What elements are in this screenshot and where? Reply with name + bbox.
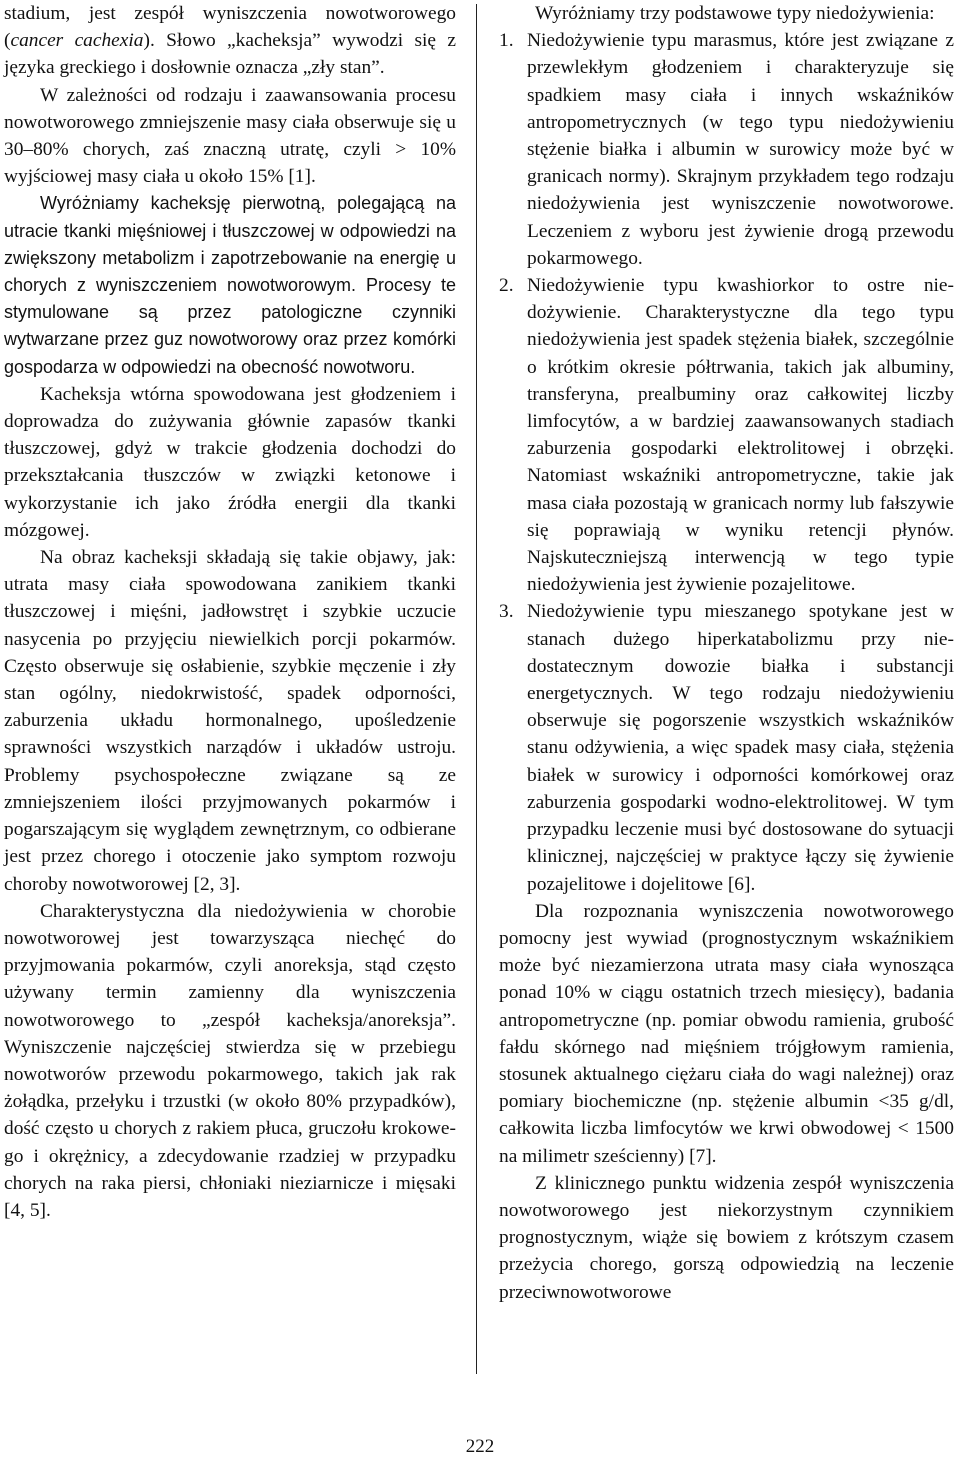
- paragraph-text: ). Słowo „kacheksja” wywodzi się z języka greckiego i dosłownie oznacza „zły stan”.: [4, 30, 456, 79]
- paragraph-anorexia: Charakterystyczna dla niedożywienia w chorobie nowotworowej jest towarzysząca niechęć do przyjmowania pokarmów, czyli anoreksja, stąd często używany termin zamienny dla wyniszczenia nowotworowego to „zespół kacheksja/anoreksja”. Wyniszczenie najczęściej stwierdza się w przebiegu nowotworów przewodu pokarmowego, takich jak rak żołądka, przełyku i trzustki (w około 80% przypadków), dość często u chorych z rakiem płuca, gruczołu krokowego i okrężnicy, a zdecydowanie rzadziej w przypadku chorych na raka piersi, chłoniaki nieziarnicze i mięsaki [4, 5].: [4, 900, 456, 1221]
- paragraph-weight-loss: W zależności od rodzaju i zaawansowania procesu nowotworowego zmniejszenie masy ciała obserwuje się u 30–80% chorych, zaś znaczną utratę, czyli > 10% wyjściowej masy ciała u około 15% [1].: [4, 84, 456, 188]
- left-column: [4, 0, 456, 1224]
- list-number: 2.: [499, 275, 514, 297]
- paragraph-text: stadium, jest zespół wyniszczenia nowotworowego (: [4, 3, 456, 52]
- paragraph-primary-cachexia: Wyróżniamy kacheksję pierwotną, polegającą na utracie tkanki mięśniowej i tłuszczowej w odpowiedzi na zwiększony metabolizm i zapotrzebowanie na energię u chorych z wyniszczeniem nowotworowym. Procesy te stymulowane są przez patologiczne czynniki wytwarzane przez guz nowotworowy oraz przez komórki gospodarza w odpowiedzi na obecność nowotworu.: [4, 193, 456, 377]
- list-item-text: Niedożywienie typu mieszanego spotykane jest w stanach dużego hiperkatabolizmu przy niedostatecznym dowozie białka i substancji energetycznych. W tego rodzaju niedożywieniu obserwuje się pogorszenie wszystkich wskaźników stanu odżywienia, a więc spadek masy ciała, stężenia białek w surowicy i odporności komórkowej oraz zaburzenia gospodarki wodno-elektrolitowej. W tym przypadku leczenie musi być dostosowane do sytuacji klinicznej, najczęściej w praktyce łączy się żywienie pozajelitowe i dojelitowe [6].: [527, 601, 954, 895]
- italic-term: cancer cachexia: [10, 30, 144, 52]
- list-item-text: Niedożywienie typu marasmus, które jest związane z przewlekłym głodzeniem i charakteryzuje się spadkiem masy ciała i innych wskaźników antropometrycznych (w tego typu niedożywieniu stężenie białka i albumin w surowicy może być w granicach normy). Skrajnym przykładem tego rodzaju niedożywienia jest wyniszczenie nowotworowe. Leczeniem z wyboru jest żywienie drogą przewodu pokarmowego.: [527, 30, 954, 269]
- paragraph-malnutrition-types-intro: Wyróżniamy trzy podstawowe typy niedożywienia:: [535, 3, 935, 24]
- list-item: [499, 27, 954, 272]
- paragraph-cachexia-definition: [4, 0, 456, 82]
- page-number: 222: [465, 1436, 495, 1457]
- list-item: [499, 272, 954, 598]
- paragraph-symptoms: Na obraz kacheksji składają się takie objawy, jak: utrata masy ciała spowodowana zanikiem tkanki tłuszczowej i mięśni, jadłowstręt i szybkie uczucie nasycenia po przyjęciu niewielkich porcji pokarmów. Często obserwuje się osłabienie, szybkie męczenie i zły stan ogólny, niedokrwistość, spadek odporności, zaburzenia układu hormonalnego, upośledzenie sprawności wszystkich narządów i układów ustroju. Problemy psychospołeczne związane są ze zmniejszeniem ilości przyjmowanych pokarmów i pogarszającym się wyglądem zewnętrznym, co odbierane jest przez chorego i otoczenie jako symptom rozwoju choroby nowotworowej [2, 3].: [4, 547, 456, 895]
- list-item: [499, 598, 954, 897]
- list-number: 1.: [499, 30, 514, 52]
- paragraph-diagnosis: Dla rozpoznania wyniszczenia nowotworowego pomocny jest wywiad (prognostycznym wskaźnikiem może być niezamierzona utrata masy ciała wynosząca ponad 10% w ciągu ostatnich trzech miesięcy), badania antropometryczne (np. pomiar obwodu ramienia, grubość fałdu skórnego nad mięśniem trójgłowym ramienia, stosunek aktualnego ciężaru ciała do wagi należnej) oraz pomiary biochemiczne (np. stężenie albumin <35 g/dl, całkowita liczba limfocytów we krwi obwodowej < 1500 na milimetr sześcienny) [7].: [499, 900, 954, 1167]
- paragraph-secondary-cachexia: Kacheksja wtórna spowodowana jest głodzeniem i doprowadza do zużywania głównie zapasów tkanki tłuszczowej, gdyż w trakcie głodzenia dochodzi do przekształcania tłuszczów w związki ketonowe i wykorzystanie ich jako źródła energii dla tkanki mózgowej.: [4, 383, 456, 541]
- malnutrition-types-list: [499, 27, 954, 898]
- paragraph-prognosis: Z klinicznego punktu widzenia zespół wyniszczenia nowotworowego jest niekorzystnym czynnikiem prognostycznym, wiąże się bowiem z krótszym czasem przeżycia chorego, gorszą odpowiedzią na leczenie przeciwnowotworowe: [499, 1172, 954, 1303]
- list-item-text: Niedożywienie typu kwashiorkor to ostre niedożywienie. Charakterystyczne dla tego typu niedożywienia jest spadek stężenia białek, szczególnie o krótkim okresie półtrwania, takich jak albuminy, transferyna, prealbuminy oraz całkowitej liczby limfocytów, a w bardziej zaawansowanych stadiach zaburzenia gospodarki elektrolitowej i obrzęki. Natomiast wskaźniki antropometryczne, takie jak masa ciała pozostają w granicach normy lub fałszywie się poprawiają w wyniku retencji płynów. Najskuteczniejszą interwencją w tego typie niedożywienia jest żywienie pozajelitowe.: [527, 275, 954, 596]
- list-number: 3.: [499, 601, 514, 623]
- right-column: [499, 0, 954, 1306]
- column-divider: [476, 4, 477, 1374]
